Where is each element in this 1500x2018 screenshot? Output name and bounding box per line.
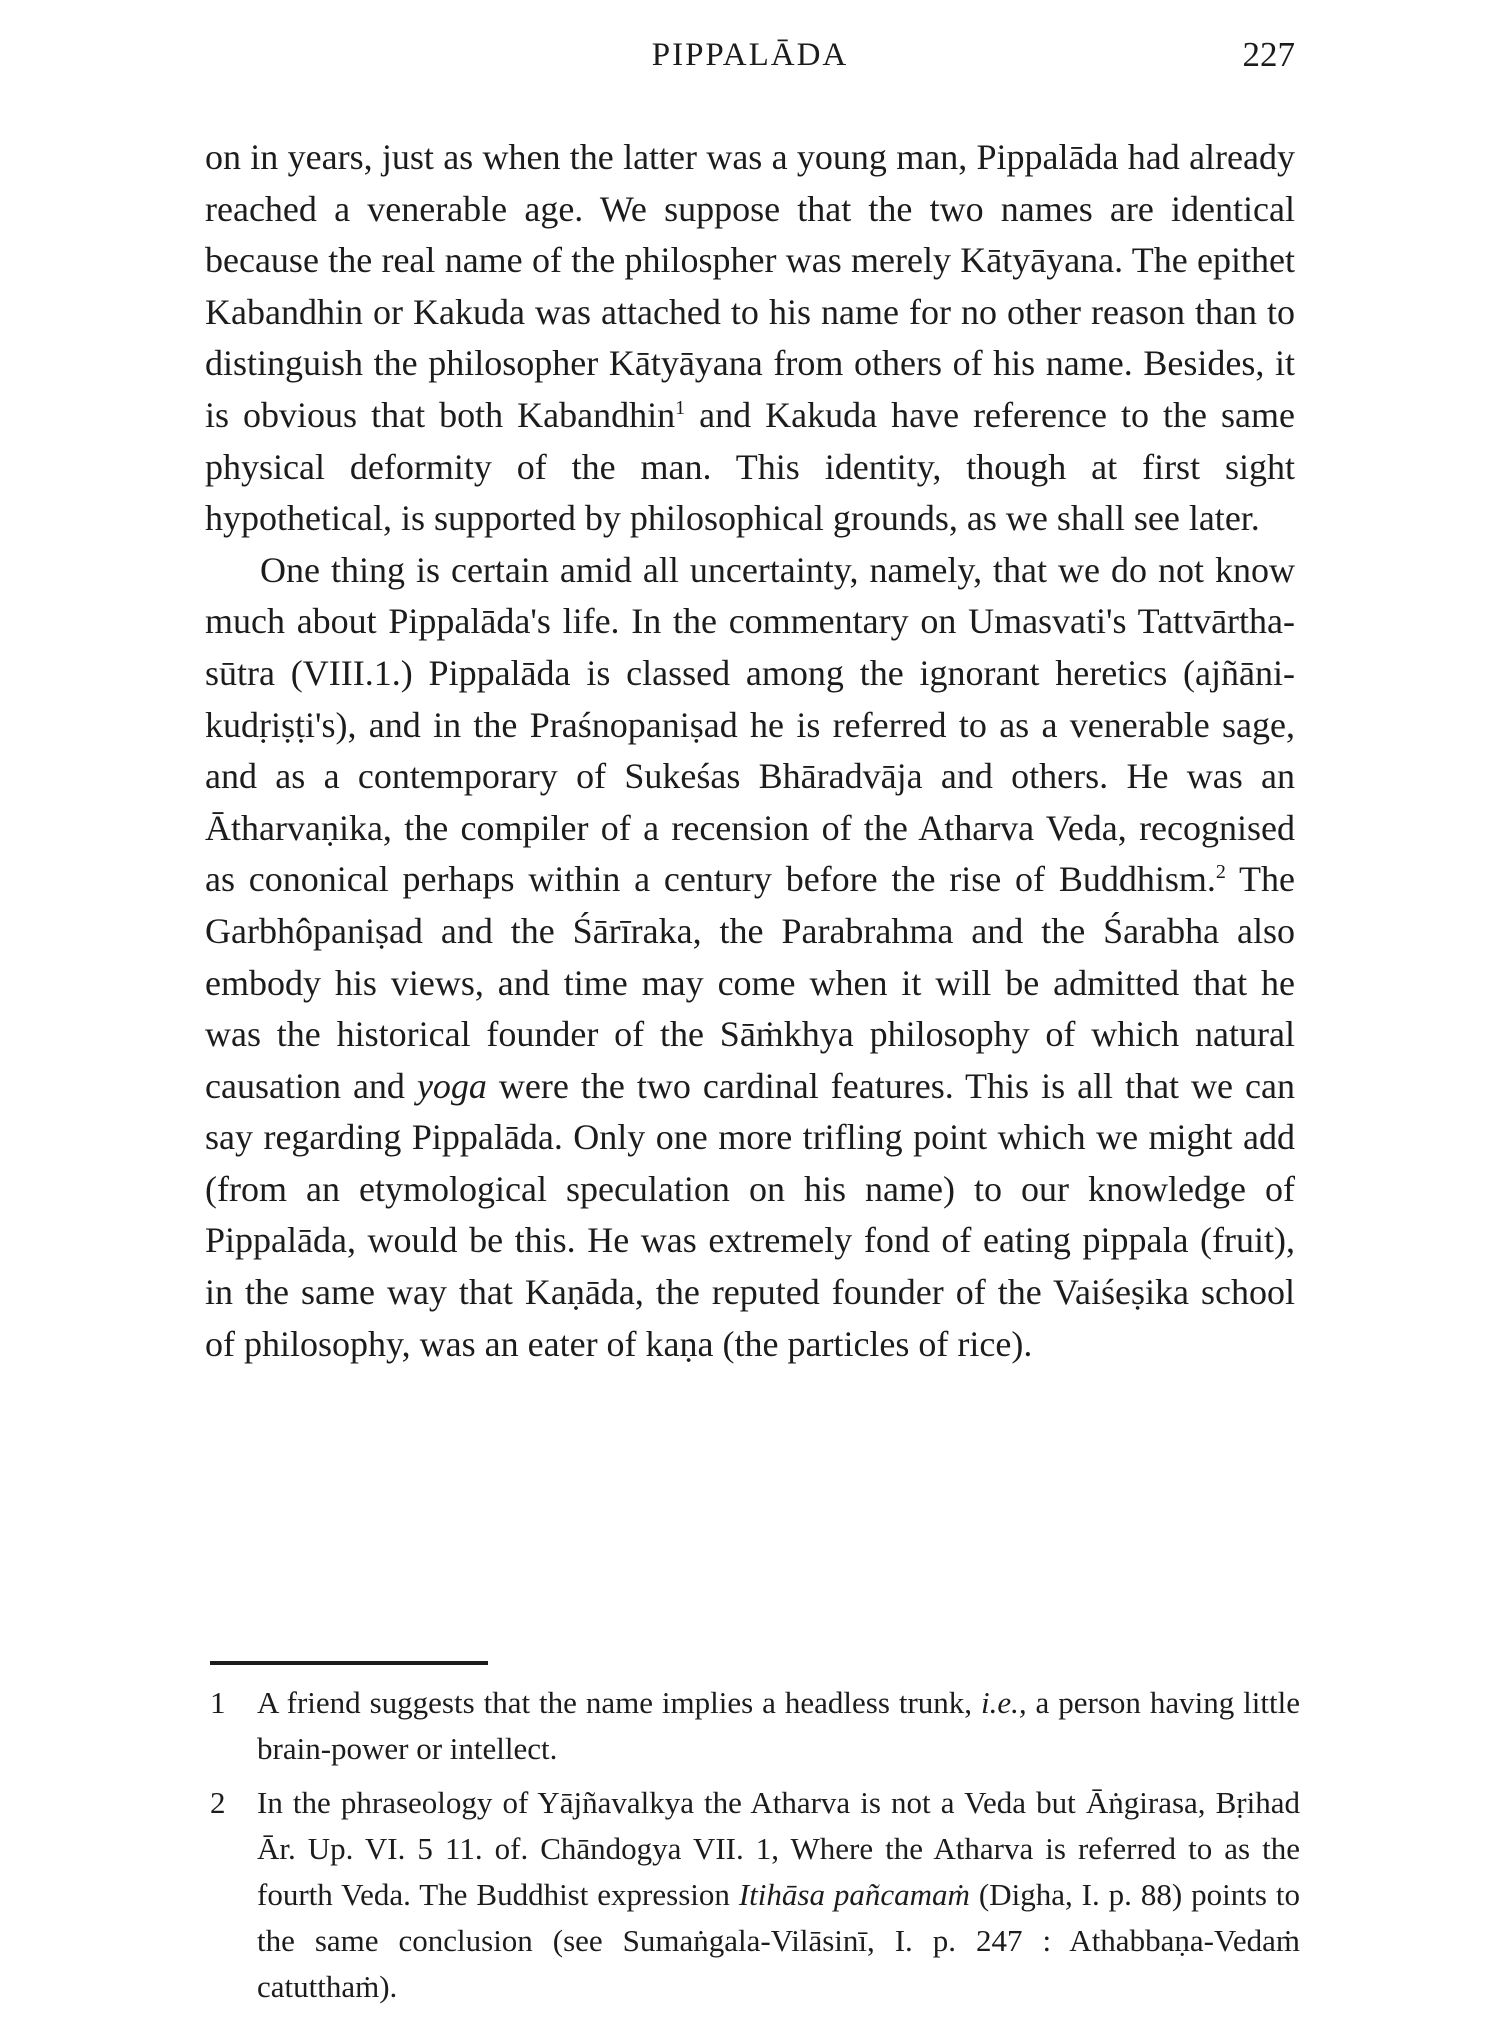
footnotes: [210, 1680, 1300, 2018]
footnote-2-text-end: (Digha, I. p. 88) points to the same conclusion (see Sumaṅgala-Vilāsinī, I. p. 247 : Athabbaṇa-Vedaṁ catutthaṁ).: [257, 1877, 1300, 2004]
italic-term-yoga: yoga: [416, 1065, 487, 1106]
footnote-1-italic: i.e.,: [980, 1685, 1027, 1720]
paragraph-2-text-mid: The Garbhôpaniṣad and the Śārīraka, the Parabrahma and the Śarabha also embody his views, and time may come when it will be admitted that he was the historical founder of the Sāṁkhya philosophy of which natural causation and: [205, 859, 1295, 1106]
paragraph-2-text-end: were the two cardinal features. This is all that we can say regarding Pippalāda. Only one more trifling point which we might add (from an etymological speculation on his name) to our knowledge of Pippalāda, would be this. He was extremely fond of eating pippala (fruit), in the same way that Kaṇāda, the reputed founder of the Vaiśeṣika school of philosophy, was an eater of kaṇa (the particles of rice).: [205, 1065, 1295, 1364]
footnote-2-text: In the phraseology of Yājñavalkya the Atharva is not a Veda but Āṅgirasa, Bṛihad Ār. Up. VI. 5 11. of. Chāndogya VII. 1, Where the Atharva is referred to as the fourth Veda. The Buddhist expression: [257, 1785, 1300, 1912]
page-number: 227: [1242, 35, 1295, 74]
paragraph-2: [205, 545, 1295, 1371]
running-title: PIPPALĀDA: [651, 37, 849, 73]
paragraph-1-text-cont: and Kakuda have reference to the same physical deformity of the man. This identity, though at first sight hypothetical, is supported by philosophical grounds, as we shall see later.: [205, 394, 1296, 539]
footnote-1: [210, 1680, 1300, 1772]
running-header: [205, 30, 1295, 80]
footnote-separator: [210, 1661, 488, 1665]
footnote-number: 2: [210, 1785, 226, 1820]
paragraph-1-text: on in years, just as when the latter was a young man, Pippalāda had already reached a venerable age. We suppose that the two names are identical because the real name of the philospher was merely Kātyāyana. The epithet Kabandhin or Kakuda was attached to his name for no other reason than to distinguish the philosopher Kātyāyana from others of his name. Besides, it is obvious that both Kabandhin: [205, 137, 1295, 435]
footnote-2: [210, 1780, 1300, 2010]
footnote-1-text-end: a person having little brain-power or intellect.: [257, 1685, 1300, 1766]
footnote-ref-2: 2: [1215, 861, 1226, 884]
paragraph-1: [205, 132, 1295, 545]
footnote-1-text: A friend suggests that the name implies a headless trunk,: [257, 1685, 981, 1720]
footnote-number: 1: [210, 1685, 226, 1720]
paragraph-2-text: One thing is certain amid all uncertainty, namely, that we do not know much about Pippalāda's life. In the commentary on Umasvati's Tattvārtha-sūtra (VIII.1.) Pippalāda is classed among the ignorant heretics (ajñāni-kudṛiṣṭi's), and in the Praśnopaniṣad he is referred to as a venerable sage, and as a contemporary of Sukeśas Bhāradvāja and others. He was an Ātharvaṇika, the compiler of a recension of the Atharva Veda, recognised as cononical perhaps within a century before the rise of Buddhism.: [205, 549, 1295, 900]
footnote-2-italic: Itihāsa pañcamaṁ: [738, 1877, 970, 1912]
main-text: [205, 132, 1295, 1370]
footnote-ref-1: 1: [675, 396, 686, 419]
